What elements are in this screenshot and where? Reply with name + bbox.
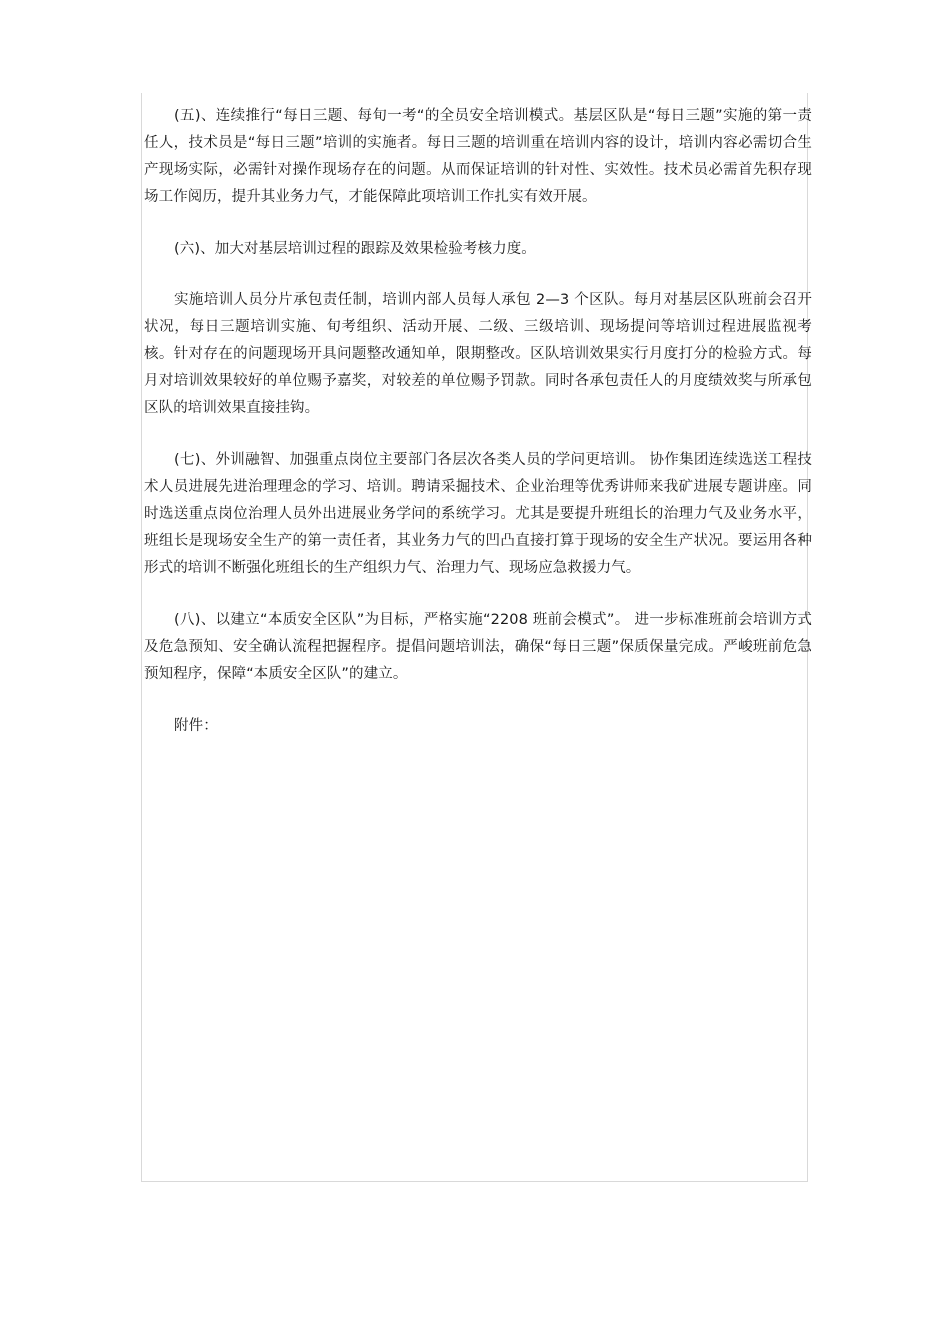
paragraph-contract-responsibility: 实施培训人员分片承包责任制，培训内部人员每人承包 2—3 个区队。每月对基层区队班前会召开状况，每日三题培训实施、旬考组织、活动开展、二级、三级培训、现场提问等培训过程进展监视考核。针对存在的问题现场开具问题整改通知单，限期整改。区队培训效果实行月度打分的检验方式。每月对培训效果较好的单位赐予嘉奖，对较差的单位赐予罚款。同时各承包责任人的月度绩效奖与所承包区队的培训效果直接挂钩。 [144, 292, 812, 416]
attachment-label: 附件： [174, 718, 218, 734]
paragraph-six: (六)、加大对基层培训过程的跟踪及效果检验考核力度。 [174, 241, 536, 257]
document-body [144, 103, 812, 765]
paragraph-five: (五)、连续推行“每日三题、每旬一考“的全员安全培训模式。基层区队是“每日三题”实施的第一责任人，技术员是“每日三题”培训的实施者。每日三题的培训重在培训内容的设计，培训内容必需切合生产现场实际，必需针对操作现场存在的问题。从而保证培训的针对性、实效性。技术员必需首先积存现场工作阅历，提升其业务力气，才能保障此项培训工作扎实有效开展。 [144, 108, 812, 205]
paragraph-eight: (八)、以建立“本质安全区队”为目标，严格实施“2208 班前会模式”。 进一步标准班前会培训方式及危急预知、安全确认流程把握程序。提倡问题培训法，确保“每日三题”保质保量完成。严峻班前危急预知程序，保障“本质安全区队”的建立。 [144, 612, 812, 682]
paragraph-seven: (七)、外训融智、加强重点岗位主要部门各层次各类人员的学问更培训。 协作集团连续选送工程技术人员进展先进治理理念的学习、培训。聘请采掘技术、企业治理等优秀讲师来我矿进展专题讲座。同时选送重点岗位治理人员外出进展业务学问的系统学习。尤其是要提升班组长的治理力气及业务水平，班组长是现场安全生产的第一责任者，其业务力气的凹凸直接打算于现场的安全生产状况。要运用各种形式的培训不断强化班组长的生产组织力气、治理力气、现场应急救援力气。 [144, 452, 812, 576]
